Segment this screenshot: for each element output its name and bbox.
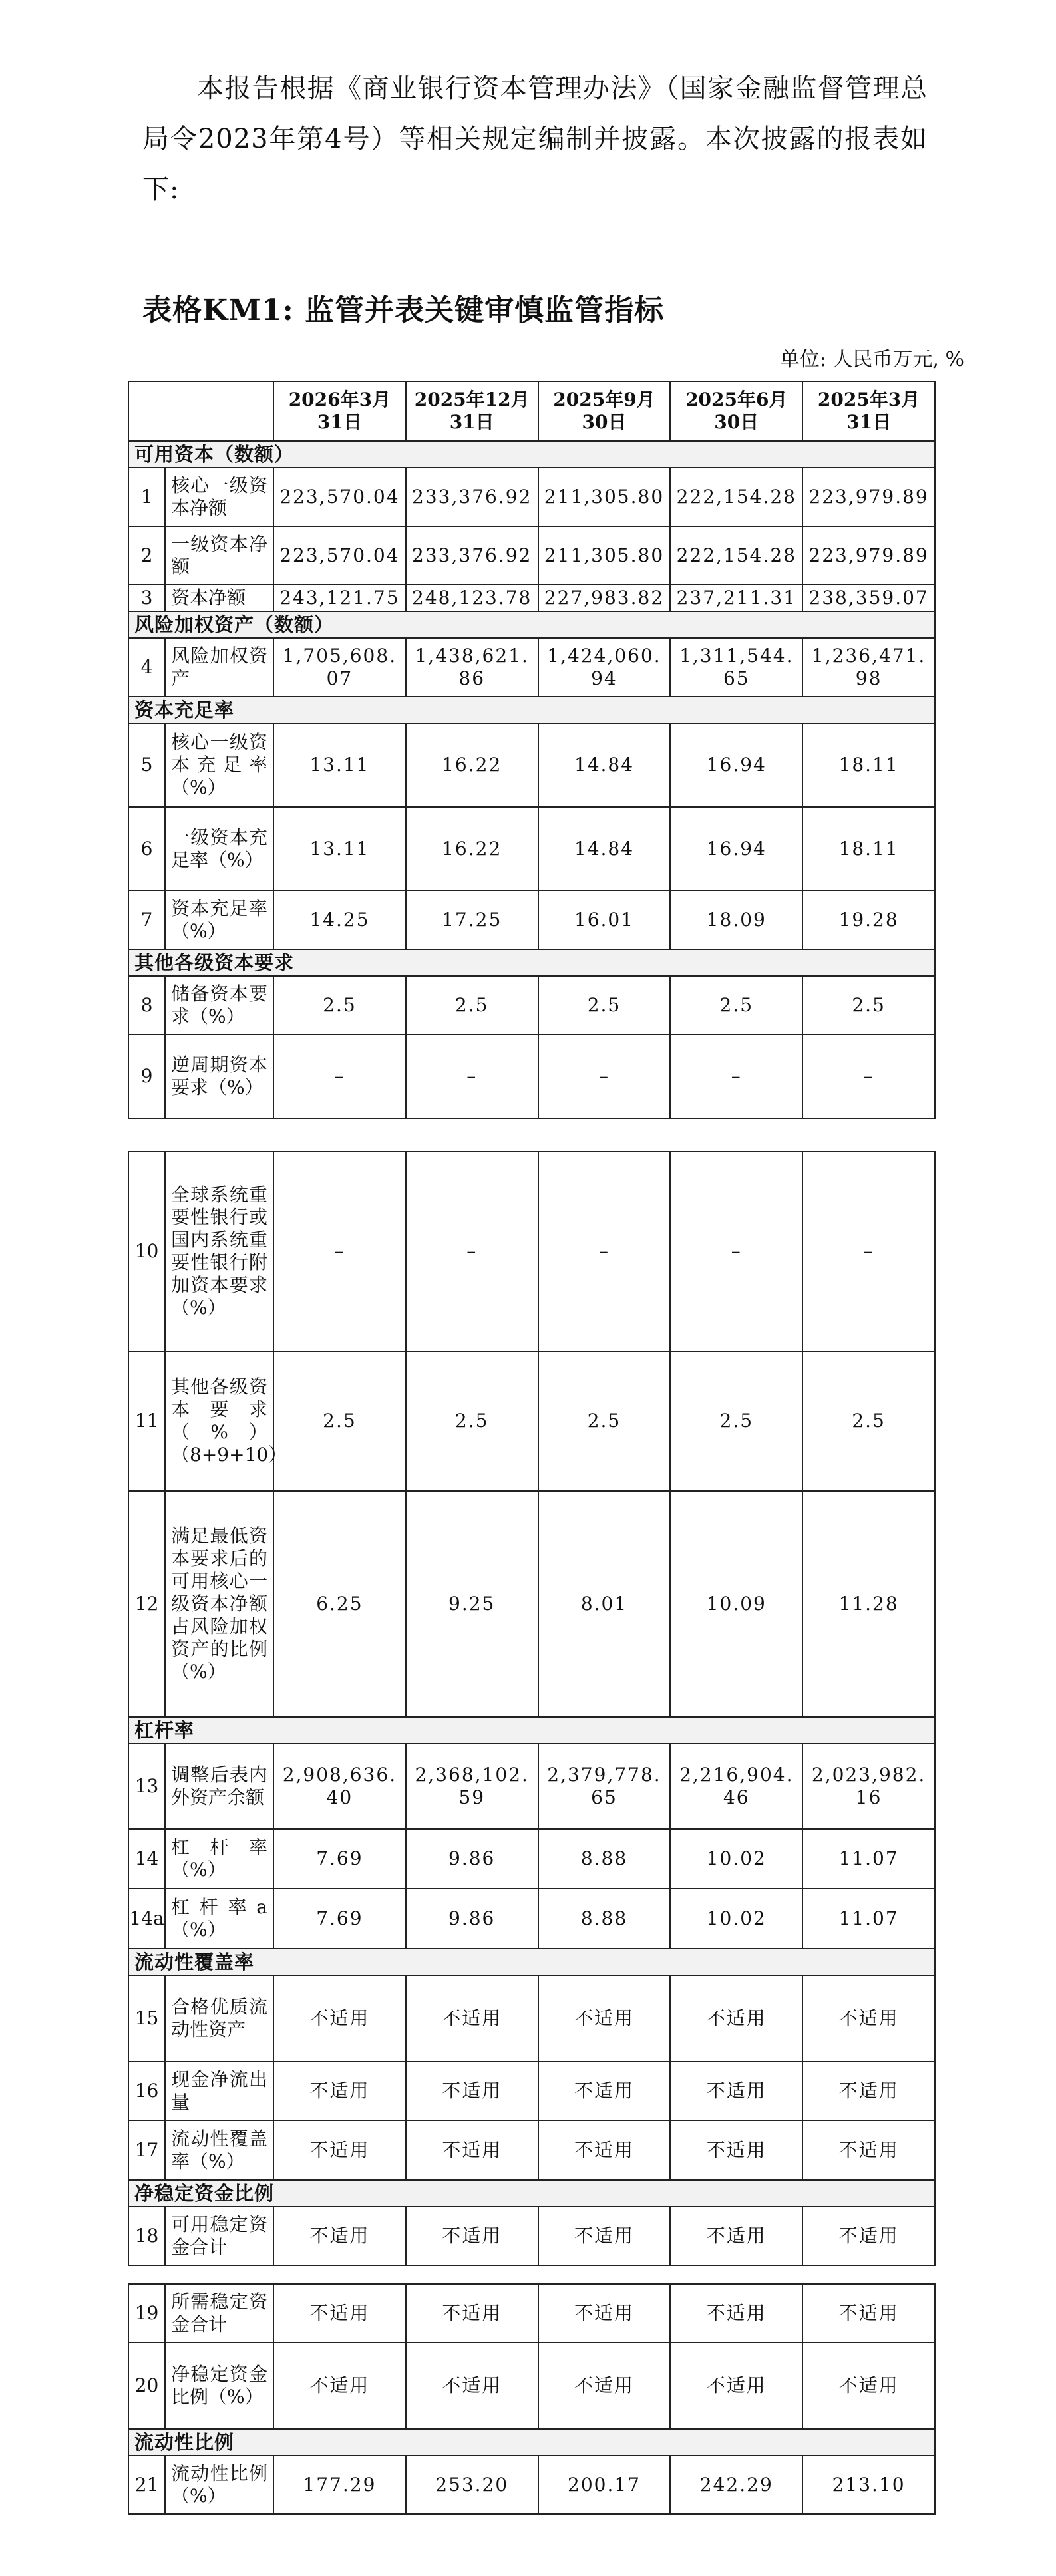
value-cell: 不适用 xyxy=(406,2284,538,2342)
value-cell: – xyxy=(802,1035,935,1118)
header-col: 2026年3月31日 xyxy=(273,381,406,441)
value-cell: 16.22 xyxy=(406,807,538,891)
value-cell: 7.69 xyxy=(273,1889,406,1949)
value-cell: 13.11 xyxy=(273,723,406,807)
row-label: 流动性覆盖率（%） xyxy=(165,2120,273,2180)
value-cell: 不适用 xyxy=(273,2342,406,2429)
km1-table-part-3 xyxy=(128,2283,936,2515)
row-number: 1 xyxy=(128,468,165,526)
value-cell: 不适用 xyxy=(273,2284,406,2342)
row-label: 一级资本净额 xyxy=(165,526,273,585)
value-cell: 不适用 xyxy=(273,2120,406,2180)
value-cell: 18.09 xyxy=(670,891,802,949)
value-cell: 213.10 xyxy=(802,2456,935,2514)
value-cell: 8.88 xyxy=(538,1829,671,1889)
value-cell: 不适用 xyxy=(406,2120,538,2180)
section-row xyxy=(128,611,935,638)
row-label: 资本净额 xyxy=(165,585,273,611)
row-number: 8 xyxy=(128,976,165,1035)
value-cell: 233,376.92 xyxy=(406,468,538,526)
row-number: 18 xyxy=(128,2207,165,2265)
table-title: 表格KM1: 监管并表关键审慎监管指标 xyxy=(142,293,665,327)
value-cell: 11.07 xyxy=(802,1889,935,1949)
value-cell: 10.09 xyxy=(670,1491,802,1717)
value-cell: 不适用 xyxy=(538,2284,671,2342)
table-row xyxy=(128,1889,935,1949)
value-cell: 11.07 xyxy=(802,1829,935,1889)
value-cell: 233,376.92 xyxy=(406,526,538,585)
section-row xyxy=(128,2429,935,2456)
value-cell: 2.5 xyxy=(406,976,538,1035)
table-row xyxy=(128,2120,935,2180)
table-row xyxy=(128,1744,935,1829)
value-cell: 2.5 xyxy=(670,976,802,1035)
value-cell: 不适用 xyxy=(670,2120,802,2180)
row-label: 资本充足率（%） xyxy=(165,891,273,949)
value-cell: 11.28 xyxy=(802,1491,935,1717)
row-number: 17 xyxy=(128,2120,165,2180)
unit-note: 单位: 人民币万元, % xyxy=(779,348,964,371)
value-cell: 2,379,778.65 xyxy=(538,1744,671,1829)
value-cell: 1,424,060.94 xyxy=(538,638,671,697)
row-label: 杠杆率a（%） xyxy=(165,1889,273,1949)
table-row xyxy=(128,2284,935,2342)
value-cell: 177.29 xyxy=(273,2456,406,2514)
table-row xyxy=(128,891,935,949)
value-cell: – xyxy=(670,1035,802,1118)
value-cell: 2.5 xyxy=(802,1351,935,1491)
row-label: 一级资本充足率（%） xyxy=(165,807,273,891)
row-number: 19 xyxy=(128,2284,165,2342)
table-row xyxy=(128,2207,935,2265)
intro-paragraph: 本报告根据《商业银行资本管理办法》（国家金融监督管理总局令2023年第4号）等相关规定编制并披露。本次披露的报表如下: xyxy=(142,73,928,205)
row-number: 7 xyxy=(128,891,165,949)
value-cell: 6.25 xyxy=(273,1491,406,1717)
table-row xyxy=(128,1829,935,1889)
table-row xyxy=(128,976,935,1035)
row-number: 6 xyxy=(128,807,165,891)
value-cell: 223,979.89 xyxy=(802,468,935,526)
value-cell: 不适用 xyxy=(538,1975,671,2062)
value-cell: 2,023,982.16 xyxy=(802,1744,935,1829)
value-cell: 不适用 xyxy=(802,2062,935,2120)
value-cell: 10.02 xyxy=(670,1829,802,1889)
value-cell: 2,908,636.40 xyxy=(273,1744,406,1829)
value-cell: 9.25 xyxy=(406,1491,538,1717)
value-cell: – xyxy=(273,1152,406,1351)
value-cell: – xyxy=(273,1035,406,1118)
header-col: 2025年9月30日 xyxy=(538,381,671,441)
section-label: 流动性覆盖率 xyxy=(128,1949,935,1975)
value-cell: 不适用 xyxy=(406,1975,538,2062)
value-cell: 2.5 xyxy=(538,1351,671,1491)
value-cell: 不适用 xyxy=(802,2342,935,2429)
value-cell: 16.94 xyxy=(670,807,802,891)
row-label: 可用稳定资金合计 xyxy=(165,2207,273,2265)
value-cell: 不适用 xyxy=(406,2207,538,2265)
value-cell: 211,305.80 xyxy=(538,468,671,526)
value-cell: – xyxy=(406,1035,538,1118)
section-row xyxy=(128,697,935,723)
value-cell: 9.86 xyxy=(406,1829,538,1889)
table-row xyxy=(128,585,935,611)
section-label: 流动性比例 xyxy=(128,2429,935,2456)
value-cell: 222,154.28 xyxy=(670,526,802,585)
row-number: 15 xyxy=(128,1975,165,2062)
value-cell: 不适用 xyxy=(538,2342,671,2429)
table-row xyxy=(128,1035,935,1118)
value-cell: 不适用 xyxy=(802,2120,935,2180)
row-number: 20 xyxy=(128,2342,165,2429)
header-col: 2025年6月30日 xyxy=(670,381,802,441)
section-row xyxy=(128,1717,935,1744)
row-label: 核心一级资本净额 xyxy=(165,468,273,526)
section-label: 净稳定资金比例 xyxy=(128,2180,935,2207)
table-row xyxy=(128,1351,935,1491)
row-number: 5 xyxy=(128,723,165,807)
row-label: 调整后表内外资产余额 xyxy=(165,1744,273,1829)
value-cell: 不适用 xyxy=(406,2062,538,2120)
row-number: 13 xyxy=(128,1744,165,1829)
value-cell: 14.25 xyxy=(273,891,406,949)
table-row xyxy=(128,1152,935,1351)
row-label: 储备资本要求（%） xyxy=(165,976,273,1035)
row-label: 核心一级资本充足率（%） xyxy=(165,723,273,807)
value-cell: 1,311,544.65 xyxy=(670,638,802,697)
value-cell: 13.11 xyxy=(273,807,406,891)
value-cell: 9.86 xyxy=(406,1889,538,1949)
km1-table-part-2 xyxy=(128,1151,936,2266)
value-cell: 253.20 xyxy=(406,2456,538,2514)
value-cell: 2,216,904.46 xyxy=(670,1744,802,1829)
row-number: 12 xyxy=(128,1491,165,1717)
table-row xyxy=(128,1975,935,2062)
value-cell: 242.29 xyxy=(670,2456,802,2514)
value-cell: 不适用 xyxy=(802,1975,935,2062)
value-cell: 不适用 xyxy=(406,2342,538,2429)
row-label: 所需稳定资金合计 xyxy=(165,2284,273,2342)
row-label: 其他各级资本要求（%）（8+9+10） xyxy=(165,1351,273,1491)
value-cell: 不适用 xyxy=(802,2284,935,2342)
value-cell: 7.69 xyxy=(273,1829,406,1889)
value-cell: 227,983.82 xyxy=(538,585,671,611)
value-cell: 不适用 xyxy=(670,2062,802,2120)
value-cell: 243,121.75 xyxy=(273,585,406,611)
value-cell: – xyxy=(406,1152,538,1351)
value-cell: 不适用 xyxy=(538,2120,671,2180)
table-row xyxy=(128,638,935,697)
km1-table-part-1 xyxy=(128,381,936,1119)
value-cell: 14.84 xyxy=(538,723,671,807)
value-cell: 211,305.80 xyxy=(538,526,671,585)
value-cell: 18.11 xyxy=(802,723,935,807)
row-number: 21 xyxy=(128,2456,165,2514)
section-row xyxy=(128,441,935,468)
value-cell: 223,570.04 xyxy=(273,468,406,526)
value-cell: 不适用 xyxy=(670,1975,802,2062)
row-number: 9 xyxy=(128,1035,165,1118)
value-cell: 不适用 xyxy=(670,2207,802,2265)
value-cell: 1,705,608.07 xyxy=(273,638,406,697)
value-cell: 不适用 xyxy=(273,2207,406,2265)
table-row xyxy=(128,1491,935,1717)
value-cell: 8.01 xyxy=(538,1491,671,1717)
row-label: 满足最低资本要求后的可用核心一级资本净额占风险加权资产的比例（%） xyxy=(165,1491,273,1717)
value-cell: 1,236,471.98 xyxy=(802,638,935,697)
row-number: 11 xyxy=(128,1351,165,1491)
table-row xyxy=(128,468,935,526)
row-number: 16 xyxy=(128,2062,165,2120)
value-cell: 不适用 xyxy=(802,2207,935,2265)
table-row xyxy=(128,526,935,585)
row-label: 净稳定资金比例（%） xyxy=(165,2342,273,2429)
section-row xyxy=(128,949,935,976)
value-cell: 2.5 xyxy=(273,976,406,1035)
value-cell: 16.01 xyxy=(538,891,671,949)
value-cell: 19.28 xyxy=(802,891,935,949)
section-row xyxy=(128,2180,935,2207)
value-cell: 不适用 xyxy=(670,2342,802,2429)
value-cell: 18.11 xyxy=(802,807,935,891)
header-col: 2025年3月31日 xyxy=(802,381,935,441)
row-number: 2 xyxy=(128,526,165,585)
row-label: 逆周期资本要求（%） xyxy=(165,1035,273,1118)
value-cell: 237,211.31 xyxy=(670,585,802,611)
value-cell: – xyxy=(538,1035,671,1118)
value-cell: 2.5 xyxy=(406,1351,538,1491)
value-cell: 8.88 xyxy=(538,1889,671,1949)
row-label: 合格优质流动性资产 xyxy=(165,1975,273,2062)
value-cell: 222,154.28 xyxy=(670,468,802,526)
value-cell: – xyxy=(802,1152,935,1351)
value-cell: 1,438,621.86 xyxy=(406,638,538,697)
row-label: 风险加权资产 xyxy=(165,638,273,697)
row-number: 10 xyxy=(128,1152,165,1351)
value-cell: 223,979.89 xyxy=(802,526,935,585)
section-label: 风险加权资产（数额） xyxy=(128,611,935,638)
value-cell: 2,368,102.59 xyxy=(406,1744,538,1829)
value-cell: 17.25 xyxy=(406,891,538,949)
value-cell: 不适用 xyxy=(273,1975,406,2062)
row-number: 14 xyxy=(128,1829,165,1889)
value-cell: – xyxy=(670,1152,802,1351)
table-row xyxy=(128,2062,935,2120)
value-cell: 2.5 xyxy=(802,976,935,1035)
value-cell: 238,359.07 xyxy=(802,585,935,611)
section-label: 可用资本（数额） xyxy=(128,441,935,468)
value-cell: – xyxy=(538,1152,671,1351)
value-cell: 2.5 xyxy=(273,1351,406,1491)
section-label: 杠杆率 xyxy=(128,1717,935,1744)
table-row xyxy=(128,2342,935,2429)
table-row xyxy=(128,723,935,807)
row-number: 4 xyxy=(128,638,165,697)
row-label: 杠杆率（%） xyxy=(165,1829,273,1889)
row-label: 现金净流出量 xyxy=(165,2062,273,2120)
value-cell: 不适用 xyxy=(273,2062,406,2120)
table-row xyxy=(128,2456,935,2514)
value-cell: 200.17 xyxy=(538,2456,671,2514)
value-cell: 不适用 xyxy=(670,2284,802,2342)
value-cell: 2.5 xyxy=(538,976,671,1035)
value-cell: 2.5 xyxy=(670,1351,802,1491)
value-cell: 16.22 xyxy=(406,723,538,807)
header-col: 2025年12月31日 xyxy=(406,381,538,441)
section-label: 资本充足率 xyxy=(128,697,935,723)
row-label: 全球系统重要性银行或国内系统重要性银行附加资本要求（%） xyxy=(165,1152,273,1351)
header-blank xyxy=(128,381,273,441)
value-cell: 不适用 xyxy=(538,2207,671,2265)
table-row xyxy=(128,807,935,891)
value-cell: 不适用 xyxy=(538,2062,671,2120)
value-cell: 16.94 xyxy=(670,723,802,807)
value-cell: 223,570.04 xyxy=(273,526,406,585)
row-number: 3 xyxy=(128,585,165,611)
section-label: 其他各级资本要求 xyxy=(128,949,935,976)
value-cell: 10.02 xyxy=(670,1889,802,1949)
section-row xyxy=(128,1949,935,1975)
header-row xyxy=(128,381,935,441)
value-cell: 248,123.78 xyxy=(406,585,538,611)
row-label: 流动性比例（%） xyxy=(165,2456,273,2514)
value-cell: 14.84 xyxy=(538,807,671,891)
row-number: 14a xyxy=(128,1889,165,1949)
